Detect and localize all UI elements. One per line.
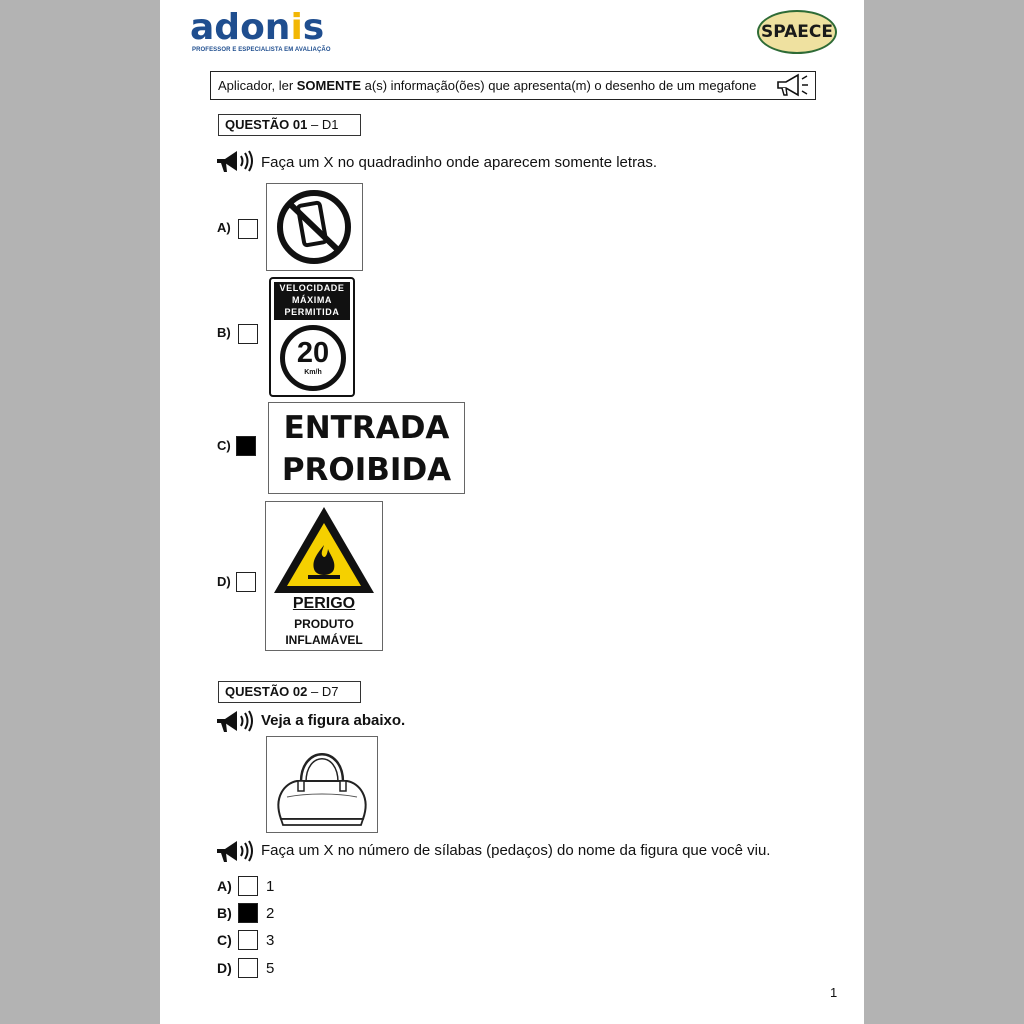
flammable-warning-sign xyxy=(265,501,383,651)
option-c-checkbox-checked[interactable] xyxy=(236,436,256,456)
spaece-seal: SPAECE xyxy=(757,10,837,54)
option-d-checkbox[interactable] xyxy=(236,572,256,592)
q2-option-a-label: A) xyxy=(217,878,232,894)
flammable-line-1: PRODUTO xyxy=(294,617,354,631)
speed-limit-unit: Km/h xyxy=(304,369,322,376)
instruction-prefix: Aplicador, ler xyxy=(218,78,297,93)
danger-title: PERIGO xyxy=(292,595,356,612)
entry-sign-line-1: ENTRADA xyxy=(283,410,450,446)
question-01-label xyxy=(218,114,361,136)
logo-subtitle: PROFESSOR E ESPECIALISTA EM AVALIAÇÃO xyxy=(192,47,331,53)
q2-option-b-label: B) xyxy=(217,905,232,921)
applicator-instruction xyxy=(210,71,816,100)
q2-option-d-label: D) xyxy=(217,960,232,976)
q2-option-c-label: C) xyxy=(217,932,232,948)
page-number: 1 xyxy=(830,985,838,1000)
option-b-label: B) xyxy=(217,325,231,340)
no-phone-sign xyxy=(266,183,363,271)
handbag-picture xyxy=(266,736,378,833)
fire-warning-icon xyxy=(272,505,376,595)
question-02-number: QUESTÃO 02 xyxy=(225,684,308,699)
document-page xyxy=(160,0,864,1024)
speed-limit-value: 20 xyxy=(296,337,330,369)
q2-option-a-checkbox[interactable] xyxy=(238,876,258,896)
q2-option-b-value: 2 xyxy=(266,905,275,922)
question-02-label xyxy=(218,681,361,703)
speed-sign-line-1: VELOCIDADE xyxy=(279,283,345,293)
instruction-suffix: a(s) informação(ões) que apresenta(m) o desenho de um megafone xyxy=(361,78,757,93)
q2-option-d-value: 5 xyxy=(266,960,275,977)
speed-sign-line-2: MÁXIMA xyxy=(291,295,333,305)
logo-text-1: adon xyxy=(190,7,291,48)
option-d-label: D) xyxy=(217,574,231,589)
question-01-descriptor: – D1 xyxy=(307,117,339,132)
q2-option-b-checkbox-checked[interactable] xyxy=(238,903,258,923)
logo-text-3: s xyxy=(302,7,325,48)
megaphone-icon xyxy=(215,148,255,174)
no-phone-icon xyxy=(267,184,362,270)
option-a-label: A) xyxy=(217,220,231,235)
speed-circle xyxy=(280,325,346,391)
speed-limit-sign xyxy=(269,277,355,397)
question-02-prompt-2: Faça um X no número de sílabas (pedaços) do nome da figura que você viu. xyxy=(261,842,771,859)
logo-text-2: i xyxy=(290,7,303,48)
entry-forbidden-sign xyxy=(268,402,465,494)
option-b-checkbox[interactable] xyxy=(238,324,258,344)
q2-option-d-checkbox[interactable] xyxy=(238,958,258,978)
q2-option-c-checkbox[interactable] xyxy=(238,930,258,950)
instruction-bold: SOMENTE xyxy=(296,78,362,93)
option-a-checkbox[interactable] xyxy=(238,219,258,239)
adonis-logo xyxy=(190,8,324,48)
entry-sign-line-2: PROIBIDA xyxy=(281,452,452,488)
question-02-descriptor: – D7 xyxy=(307,684,339,699)
megaphone-icon xyxy=(215,838,255,864)
speed-sign-line-3: PERMITIDA xyxy=(284,307,340,317)
question-01-number: QUESTÃO 01 xyxy=(225,117,308,132)
question-02-prompt-1: Veja a figura abaixo. xyxy=(261,712,406,729)
speed-sign-header xyxy=(274,282,350,320)
q2-option-a-value: 1 xyxy=(266,878,275,895)
megaphone-icon xyxy=(215,708,255,734)
handbag-icon xyxy=(267,737,377,832)
megaphone-icon xyxy=(775,73,809,97)
option-c-label: C) xyxy=(217,438,231,453)
flammable-line-2: INFLAMÁVEL xyxy=(285,633,363,647)
question-01-prompt: Faça um X no quadradinho onde aparecem somente letras. xyxy=(261,154,658,171)
q2-option-c-value: 3 xyxy=(266,932,275,949)
